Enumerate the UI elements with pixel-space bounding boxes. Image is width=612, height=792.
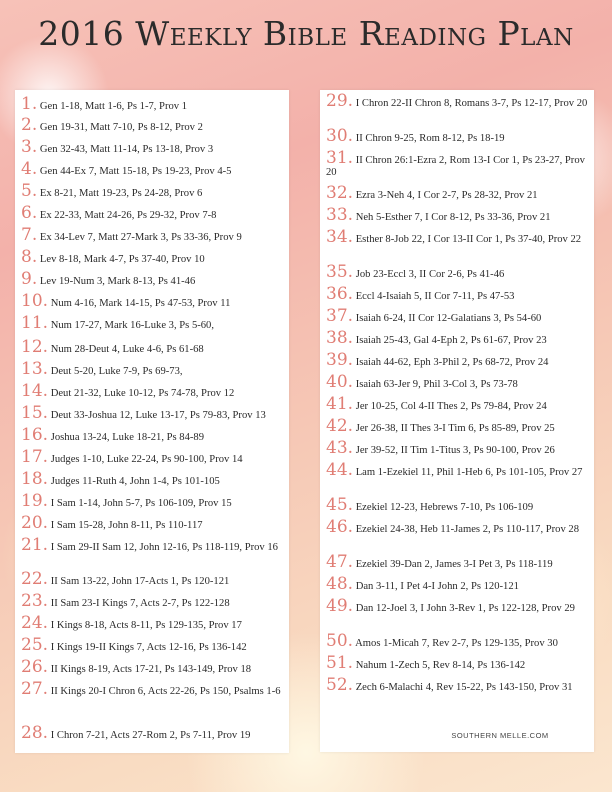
week-number: 3. — [21, 137, 38, 157]
reading-week-entry — [21, 137, 283, 157]
reading-list-left — [15, 90, 289, 753]
scripture-reference: Neh 5-Esther 7, I Cor 8-12, Ps 33-36, Prov 21 — [355, 212, 551, 223]
reading-week-entry — [21, 635, 283, 655]
week-number: 40. — [326, 372, 354, 392]
reading-week-entry — [21, 447, 283, 467]
reading-week-entry — [21, 291, 283, 311]
week-number: 16. — [21, 425, 49, 445]
scripture-reference: Judges 11-Ruth 4, John 1-4, Ps 101-105 — [50, 476, 220, 487]
scripture-reference: Ex 22-33, Matt 24-26, Ps 29-32, Prov 7-8 — [39, 210, 217, 221]
scripture-reference: II Chron 9-25, Rom 8-12, Ps 18-19 — [355, 133, 505, 144]
week-number: 33. — [326, 205, 354, 225]
scripture-reference: Judges 1-10, Luke 22-24, Ps 90-100, Prov 14 — [50, 454, 243, 465]
week-number: 11. — [21, 313, 49, 333]
reading-week-entry — [21, 613, 283, 633]
reading-week-entry — [21, 94, 283, 114]
scripture-reference: Ezra 3-Neh 4, I Cor 2-7, Ps 28-32, Prov 21 — [355, 190, 538, 201]
week-number: 29. — [326, 91, 354, 111]
reading-week-entry — [326, 675, 588, 695]
reading-week-entry — [326, 552, 588, 572]
week-number: 36. — [326, 284, 354, 304]
scripture-reference: Isaiah 44-62, Eph 3-Phil 2, Ps 68-72, Prov 24 — [355, 357, 549, 368]
reading-week-entry — [326, 148, 588, 179]
week-number: 17. — [21, 447, 49, 467]
reading-week-entry — [326, 596, 588, 616]
reading-week-entry — [21, 115, 283, 135]
reading-week-entry — [326, 372, 588, 392]
reading-week-entry — [21, 425, 283, 445]
week-number: 4. — [21, 159, 38, 179]
scripture-reference: Job 23-Eccl 3, II Cor 2-6, Ps 41-46 — [355, 269, 505, 280]
week-number: 43. — [326, 438, 354, 458]
scripture-reference: Gen 1-18, Matt 1-6, Ps 1-7, Prov 1 — [39, 101, 188, 112]
scripture-reference: Dan 3-11, I Pet 4-I John 2, Ps 120-121 — [355, 581, 519, 592]
week-number: 22. — [21, 569, 49, 589]
scripture-reference: I Kings 8-18, Acts 8-11, Ps 129-135, Prov 17 — [50, 620, 242, 631]
scripture-reference: Ezekiel 12-23, Hebrews 7-10, Ps 106-109 — [355, 502, 534, 513]
week-number: 45. — [326, 495, 354, 515]
scripture-reference: Deut 21-32, Luke 10-12, Ps 74-78, Prov 12 — [50, 388, 235, 399]
scripture-reference: Lev 8-18, Mark 4-7, Ps 37-40, Prov 10 — [39, 254, 205, 265]
week-number: 7. — [21, 225, 38, 245]
week-number: 44. — [326, 460, 354, 480]
reading-week-entry — [326, 227, 588, 247]
week-number: 14. — [21, 381, 49, 401]
scripture-reference: Esther 8-Job 22, I Cor 13-II Cor 1, Ps 37-40, Prov 22 — [355, 234, 582, 245]
week-number: 6. — [21, 203, 38, 223]
reading-week-entry — [21, 247, 283, 267]
scripture-reference: II Sam 23-I Kings 7, Acts 2-7, Ps 122-128 — [50, 598, 230, 609]
scripture-reference: Jer 26-38, II Thes 3-I Tim 6, Ps 85-89, Prov 25 — [355, 423, 555, 434]
reading-week-entry — [21, 491, 283, 511]
reading-week-entry — [326, 126, 588, 146]
scripture-reference: Gen 44-Ex 7, Matt 15-18, Ps 19-23, Prov 4-5 — [39, 166, 232, 177]
scripture-reference: Num 28-Deut 4, Luke 4-6, Ps 61-68 — [50, 344, 204, 355]
scripture-reference: Lam 1-Ezekiel 11, Phil 1-Heb 6, Ps 101-105, Prov 27 — [355, 467, 583, 478]
scripture-reference: Ezekiel 39-Dan 2, James 3-I Pet 3, Ps 118-119 — [355, 559, 553, 570]
scripture-reference: Isaiah 63-Jer 9, Phil 3-Col 3, Ps 73-78 — [355, 379, 518, 390]
reading-week-entry — [21, 469, 283, 489]
week-number: 49. — [326, 596, 354, 616]
reading-list-right — [320, 90, 594, 752]
week-number: 24. — [21, 613, 49, 633]
week-number: 48. — [326, 574, 354, 594]
scripture-reference: Isaiah 25-43, Gal 4-Eph 2, Ps 61-67, Prov 23 — [355, 335, 547, 346]
week-number: 35. — [326, 262, 354, 282]
week-number: 27. — [21, 679, 49, 699]
week-number: 37. — [326, 306, 354, 326]
scripture-reference: Lev 19-Num 3, Mark 8-13, Ps 41-46 — [39, 276, 196, 287]
week-number: 32. — [326, 183, 354, 203]
scripture-reference: Isaiah 6-24, II Cor 12-Galatians 3, Ps 54-60 — [355, 313, 542, 324]
reading-week-entry — [21, 359, 283, 379]
reading-week-entry — [326, 328, 588, 348]
week-number: 31. — [326, 148, 354, 168]
reading-week-entry — [326, 574, 588, 594]
reading-week-entry — [326, 91, 588, 111]
reading-week-entry — [326, 631, 588, 651]
week-number: 23. — [21, 591, 49, 611]
reading-week-entry — [21, 513, 283, 533]
reading-week-entry — [21, 569, 283, 589]
reading-week-entry — [21, 591, 283, 611]
week-number: 26. — [21, 657, 49, 677]
reading-week-entry — [326, 183, 588, 203]
scripture-reference: Jer 39-52, II Tim 1-Titus 3, Ps 90-100, Prov 26 — [355, 445, 555, 456]
reading-week-entry — [326, 262, 588, 282]
week-number: 30. — [326, 126, 354, 146]
week-number: 12. — [21, 337, 49, 357]
reading-week-entry — [326, 495, 588, 515]
week-number: 25. — [21, 635, 49, 655]
reading-week-entry — [21, 159, 283, 179]
scripture-reference: Eccl 4-Isaiah 5, II Cor 7-11, Ps 47-53 — [355, 291, 515, 302]
week-number: 51. — [326, 653, 354, 673]
scripture-reference: Amos 1-Micah 7, Rev 2-7, Ps 129-135, Prov 30 — [355, 638, 558, 649]
scripture-reference: Ex 34-Lev 7, Matt 27-Mark 3, Ps 33-36, Prov 9 — [39, 232, 242, 243]
scripture-reference: Deut 33-Joshua 12, Luke 13-17, Ps 79-83, Prov 13 — [50, 410, 266, 421]
reading-week-entry — [21, 269, 283, 289]
scripture-reference: Zech 6-Malachi 4, Rev 15-22, Ps 143-150, Prov 31 — [355, 682, 573, 693]
scripture-reference: I Chron 22-II Chron 8, Romans 3-7, Ps 12-17, Prov 20 — [355, 98, 588, 109]
reading-week-entry — [21, 535, 283, 555]
week-number: 9. — [21, 269, 38, 289]
reading-week-entry — [326, 653, 588, 673]
week-number: 38. — [326, 328, 354, 348]
week-number: 41. — [326, 394, 354, 414]
reading-week-entry — [21, 313, 283, 333]
scripture-reference: Nahum 1-Zech 5, Rev 8-14, Ps 136-142 — [355, 660, 526, 671]
scripture-reference: Joshua 13-24, Luke 18-21, Ps 84-89 — [50, 432, 205, 443]
reading-week-entry — [326, 438, 588, 458]
site-logo: SOUTHERN MELLE.COM — [451, 731, 549, 740]
week-number: 10. — [21, 291, 49, 311]
reading-week-entry — [326, 416, 588, 436]
page-title: 2016 Weekly Bible Reading Plan — [38, 14, 574, 53]
week-number: 39. — [326, 350, 354, 370]
scripture-reference: I Sam 1-14, John 5-7, Ps 106-109, Prov 15 — [50, 498, 232, 509]
week-number: 34. — [326, 227, 354, 247]
week-number: 47. — [326, 552, 354, 572]
reading-week-entry — [21, 203, 283, 223]
reading-week-entry — [326, 517, 588, 537]
week-number: 5. — [21, 181, 38, 201]
reading-week-entry — [326, 460, 588, 480]
scripture-reference: I Chron 7-21, Acts 27-Rom 2, Ps 7-11, Prov 19 — [50, 730, 251, 741]
week-number: 18. — [21, 469, 49, 489]
week-number: 50. — [326, 631, 354, 651]
scripture-reference: I Sam 29-II Sam 12, John 12-16, Ps 118-119, Prov 16 — [50, 542, 278, 553]
reading-week-entry — [21, 403, 283, 423]
week-number: 28. — [21, 723, 49, 743]
scripture-reference: II Chron 26:1-Ezra 2, Rom 13-I Cor 1, Ps 23-27, Prov 20 — [326, 155, 585, 178]
reading-week-entry — [326, 284, 588, 304]
reading-week-entry — [21, 723, 283, 743]
scripture-reference: Num 17-27, Mark 16-Luke 3, Ps 5-60, — [50, 320, 215, 331]
reading-week-entry — [21, 679, 283, 699]
week-number: 2. — [21, 115, 38, 135]
reading-week-entry — [326, 350, 588, 370]
scripture-reference: Ezekiel 24-38, Heb 11-James 2, Ps 110-117, Prov 28 — [355, 524, 580, 535]
reading-week-entry — [21, 225, 283, 245]
reading-week-entry — [326, 205, 588, 225]
scripture-reference: Num 4-16, Mark 14-15, Ps 47-53, Prov 11 — [50, 298, 231, 309]
scripture-reference: I Sam 15-28, John 8-11, Ps 110-117 — [50, 520, 203, 531]
scripture-reference: II Sam 13-22, John 17-Acts 1, Ps 120-121 — [50, 576, 230, 587]
week-number: 1. — [21, 94, 38, 114]
scripture-reference: Gen 32-43, Matt 11-14, Ps 13-18, Prov 3 — [39, 144, 214, 155]
scripture-reference: II Kings 20-I Chron 6, Acts 22-26, Ps 150, Psalms 1-6 — [50, 686, 281, 697]
week-number: 8. — [21, 247, 38, 267]
scripture-reference: II Kings 8-19, Acts 17-21, Ps 143-149, Prov 18 — [50, 664, 252, 675]
week-number: 46. — [326, 517, 354, 537]
week-number: 13. — [21, 359, 49, 379]
scripture-reference: Ex 8-21, Matt 19-23, Ps 24-28, Prov 6 — [39, 188, 203, 199]
scripture-reference: I Kings 19-II Kings 7, Acts 12-16, Ps 136-142 — [50, 642, 247, 653]
reading-week-entry — [326, 394, 588, 414]
week-number: 21. — [21, 535, 49, 555]
scripture-reference: Jer 10-25, Col 4-II Thes 2, Ps 79-84, Prov 24 — [355, 401, 547, 412]
week-number: 15. — [21, 403, 49, 423]
reading-week-entry — [21, 181, 283, 201]
reading-week-entry — [326, 306, 588, 326]
week-number: 19. — [21, 491, 49, 511]
reading-week-entry — [21, 337, 283, 357]
week-number: 20. — [21, 513, 49, 533]
reading-week-entry — [21, 381, 283, 401]
scripture-reference: Gen 19-31, Matt 7-10, Ps 8-12, Prov 2 — [39, 122, 203, 133]
reading-week-entry — [21, 657, 283, 677]
week-number: 52. — [326, 675, 354, 695]
scripture-reference: Dan 12-Joel 3, I John 3-Rev 1, Ps 122-128, Prov 29 — [355, 603, 575, 614]
week-number: 42. — [326, 416, 354, 436]
scripture-reference: Deut 5-20, Luke 7-9, Ps 69-73, — [50, 366, 183, 377]
